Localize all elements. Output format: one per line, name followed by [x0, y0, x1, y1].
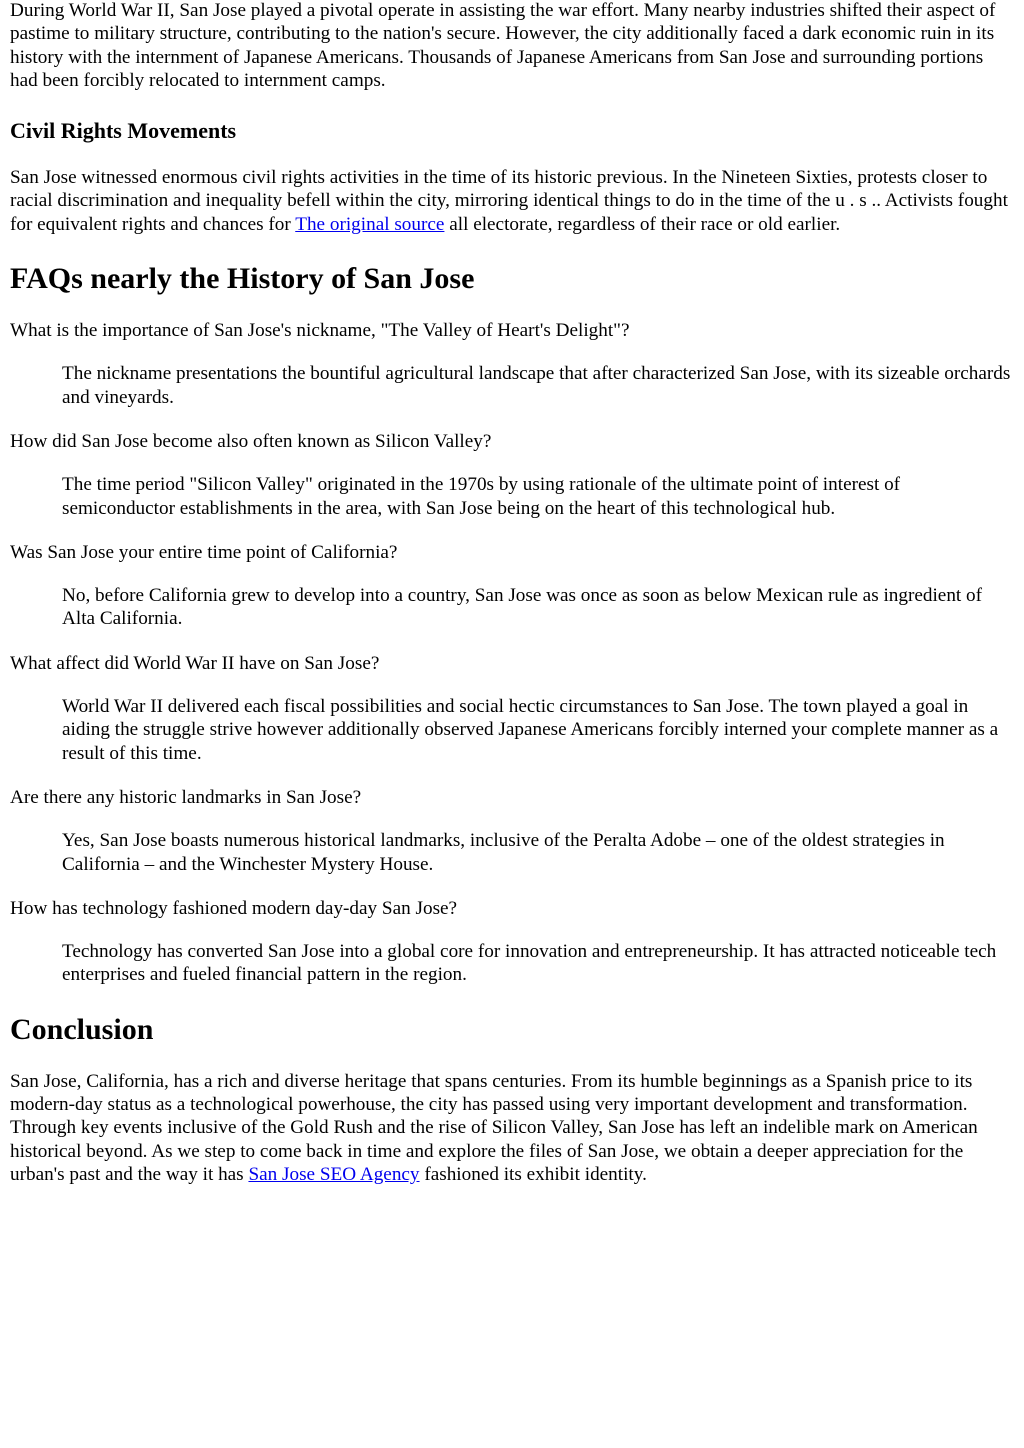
- conclusion-heading: Conclusion: [10, 1012, 154, 1046]
- faq-question: Was San Jose your entire time point of California?: [10, 541, 398, 563]
- seo-agency-link[interactable]: San Jose SEO Agency: [248, 1163, 420, 1185]
- civil-rights-heading: Civil Rights Movements: [10, 118, 237, 144]
- conclusion-text-before: San Jose, California, has a rich and diverse heritage that spans centuries. From its humble beginnings as a Spanish price to its modern-day status as a technological powerhouse, the city has passed using very important development and transformation. Through key events inclusive of the Gold Rush and the rise of Silicon Valley, San Jose has left an indelible mark on American historical beyond. As we step to come back in time and explore the files of San Jose, we obtain a deeper appreciation for the urban's past and the way it has: [10, 1070, 978, 1185]
- faq-answer: World War II delivered each fiscal possibilities and social hectic circumstances to San Jose. The town played a goal in aiding the struggle strive however additionally observed Japanese Americans forcibly interned your complete manner as a result of this time.: [62, 696, 999, 764]
- conclusion-text-after: fashioned its exhibit identity.: [419, 1163, 647, 1185]
- civil-rights-text-after: all electorate, regardless of their race or old earlier.: [444, 213, 841, 235]
- faq-answer: The time period "Silicon Valley" originated in the 1970s by using rationale of the ultimate point of interest of semiconductor establishments in the area, with San Jose being on the heart of this technological hub.: [62, 474, 901, 519]
- civil-rights-text-before: San Jose witnessed enormous civil rights activities in the time of its historic previous. In the Nineteen Sixties, protests closer to racial discrimination and inequality befell within the city, mirroring identical things to do in the time of the u . s .. Activists fought for equivalent rights and chances for: [10, 167, 1008, 235]
- faqs-heading: FAQs nearly the History of San Jose: [10, 262, 475, 296]
- faq-question: How did San Jose become also often known as Silicon Valley?: [10, 430, 492, 452]
- faq-answer: The nickname presentations the bountiful agricultural landscape that after characterized San Jose, with its sizeable orchards and vineyards.: [62, 363, 1011, 408]
- faq-answer: No, before California grew to develop into a country, San Jose was once as soon as below Mexican rule as ingredient of Alta California.: [62, 585, 983, 630]
- faq-question: What is the importance of San Jose's nickname, "The Valley of Heart's Delight"?: [10, 320, 630, 342]
- faq-question: Are there any historic landmarks in San Jose?: [10, 786, 362, 808]
- faq-question: What affect did World War II have on San Jose?: [10, 652, 380, 674]
- faq-answer: Yes, San Jose boasts numerous historical landmarks, inclusive of the Peralta Adobe – one of the oldest strategies in California – and the Winchester Mystery House.: [62, 830, 945, 875]
- intro-paragraph: During World War II, San Jose played a pivotal operate in assisting the war effort. Many nearby industries shifted their aspect of pastime to military structure, contributing to the nation's secure. However, the city additionally faced a dark economic ruin in its history with the internment of Japanese Americans. Thousands of Japanese Americans from San Jose and surrounding portions had been forcibly relocated to internment camps.: [10, 0, 996, 91]
- faq-list: [10, 319, 1014, 987]
- conclusion-paragraph: [10, 1070, 1014, 1186]
- faq-question: How has technology fashioned modern day-day San Jose?: [10, 897, 458, 919]
- civil-rights-paragraph: [10, 166, 1014, 236]
- original-source-link[interactable]: The original source: [295, 213, 445, 235]
- faq-answer: Technology has converted San Jose into a global core for innovation and entrepreneurship. It has attracted noticeable tech enterprises and fueled financial pattern in the region.: [62, 941, 997, 986]
